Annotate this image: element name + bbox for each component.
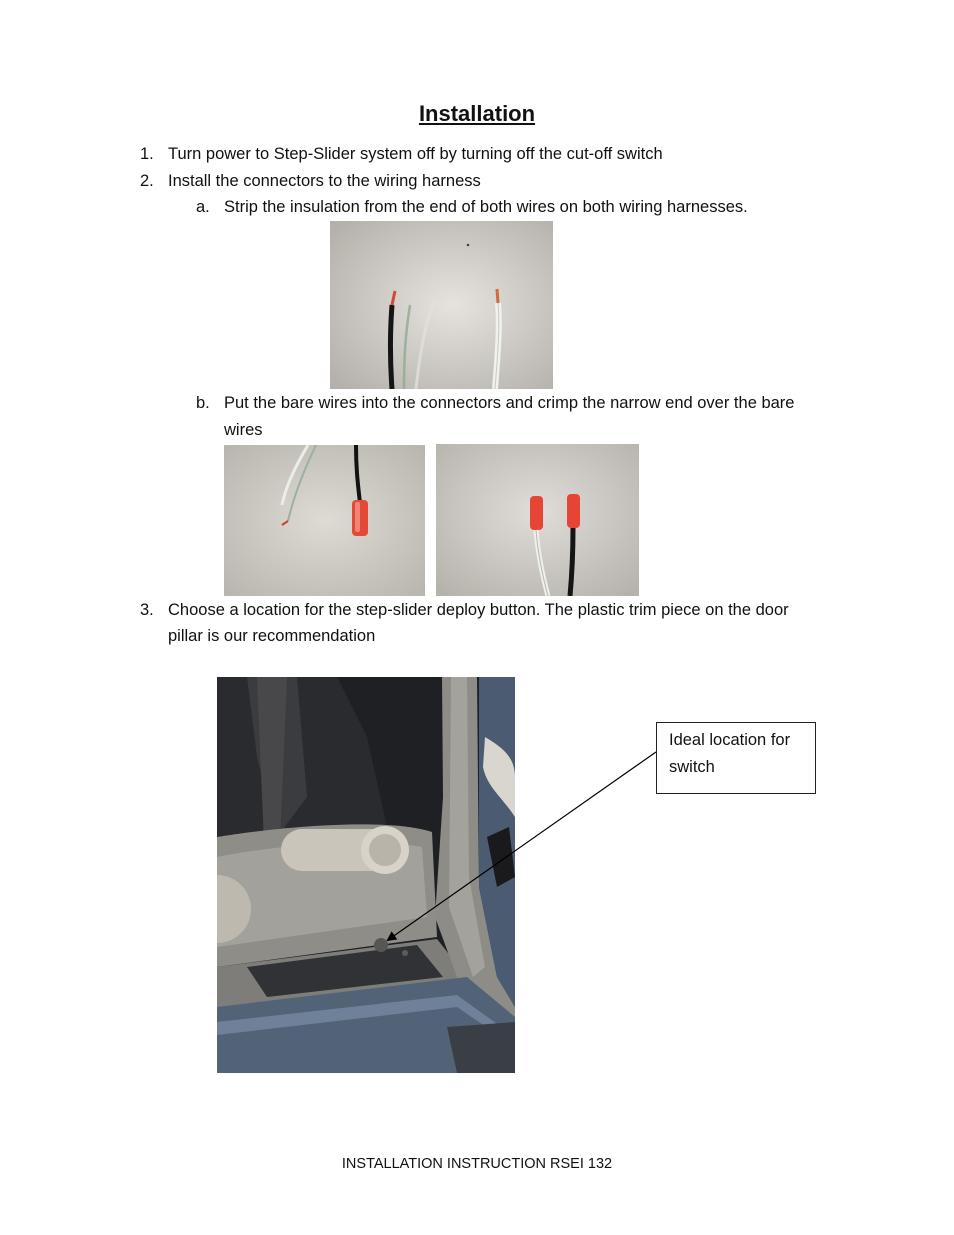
page-footer: INSTALLATION INSTRUCTION RSEI 132 — [341, 1156, 613, 1172]
step-1-number: 1. — [140, 145, 154, 163]
substep-a-text: Strip the insulation from the end of both wires on both wiring harnesses. — [224, 198, 748, 216]
page-title: Installation — [418, 101, 536, 126]
step-2-text: Install the connectors to the wiring harness — [168, 172, 481, 190]
door-pillar-photo — [217, 677, 515, 1073]
callout-line2: switch — [669, 758, 715, 776]
crimped-connector-photo-1 — [224, 445, 425, 596]
callout-line1: Ideal location for — [669, 731, 791, 749]
step-3-number: 3. — [140, 601, 154, 619]
substep-a-letter: a. — [196, 198, 210, 216]
step-2-number: 2. — [140, 172, 154, 190]
substep-b-letter: b. — [196, 394, 210, 412]
step-3-text-line1: Choose a location for the step-slider deploy button. The plastic trim piece on the door — [168, 601, 789, 619]
stripped-wires-photo — [330, 221, 553, 389]
crimped-connector-photo-2 — [436, 444, 639, 596]
step-1-text: Turn power to Step-Slider system off by turning off the cut-off switch — [168, 145, 663, 163]
step-3-text-line2: pillar is our recommendation — [168, 627, 376, 645]
switch-location-callout — [656, 722, 816, 794]
substep-b-text-line2: wires — [224, 421, 263, 439]
substep-b-text-line1: Put the bare wires into the connectors and crimp the narrow end over the bare — [224, 394, 795, 412]
